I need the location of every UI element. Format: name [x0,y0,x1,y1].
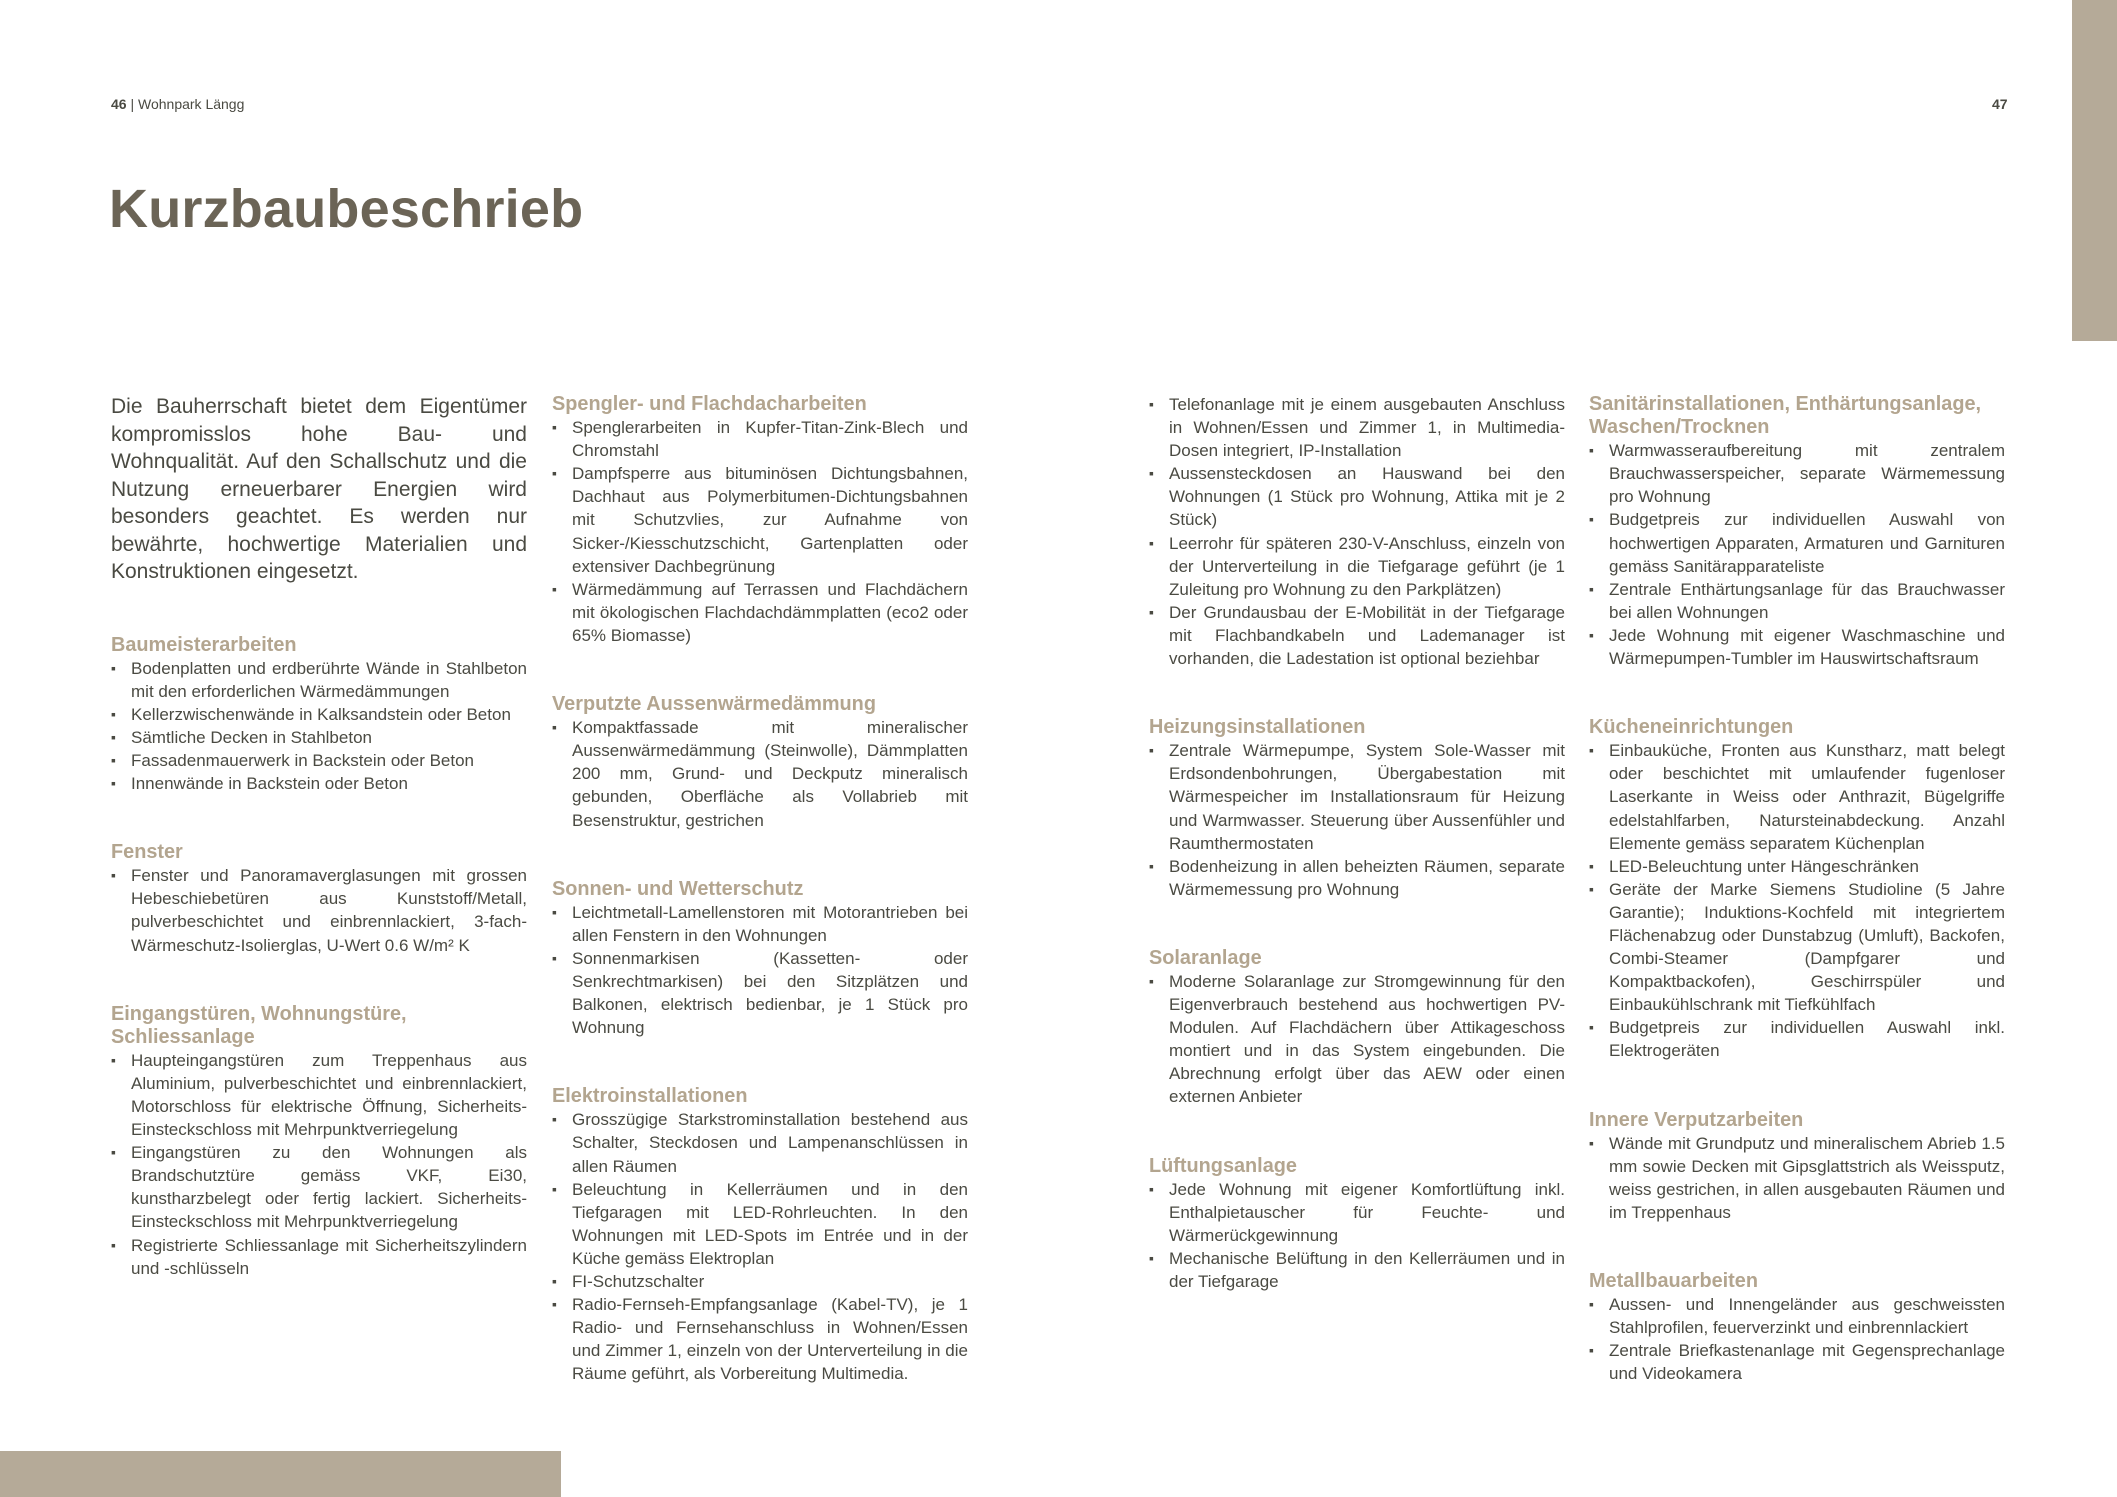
bottom-color-bar [0,1451,561,1497]
list-item: ▪ Bodenheizung in allen beheizten Räumen, separate Wärmemessung pro Wohnung [1149,855,1565,901]
bullet-list [111,864,527,956]
publication-title: Wohnpark Längg [138,96,245,112]
list-item: ▪ Innenwände in Backstein oder Beton [111,772,527,795]
section-heading: Sanitärinstallationen, Enthärtungsanlage, Waschen/Trocknen [1589,393,1982,439]
list-item: ▪ Sonnenmarkisen (Kassetten- oder Senkrechtmarkisen) bei den Sitzplätzen und Balkonen, elektrisch bedienbar, je 1 Stück pro Wohnung [552,947,968,1039]
section-heading: Fenster [111,841,183,864]
list-item: ▪ Geräte der Marke Siemens Studioline (5 Jahre Garantie); Induktions-Kochfeld mit integriertem Flächenabzug oder Dunstabzug (Umluft), Backofen, Combi-Steamer (Dampfgarer und Kompaktbackofen), Geschirrspüler und Einbaukühlschrank mit Tiefkühlfach [1589,878,2005,1017]
bullet-list [1589,439,2005,670]
bullet-list [1589,739,2005,1062]
section-heading: Heizungsinstallationen [1149,716,1366,739]
section-elektroinstallationen [552,1085,968,1385]
list-item: ▪ Eingangstüren zu den Wohnungen als Brandschutztüre gemäss VKF, Ei30, kunstharzbelegt oder fertig lackiert. Sicherheits-Einsteckschloss mit Mehrpunktverriegelung [111,1141,527,1233]
list-item: ▪ Budgetpreis zur individuellen Auswahl von hochwertigen Apparaten, Armaturen und Garnituren gemäss Sanitärapparateliste [1589,508,2005,577]
section-verputzte-aussenwaermedaemmung [552,693,968,832]
section-heading: Verputzte Aussenwärmedämmung [552,693,876,716]
section-heading: Lüftungsanlage [1149,1154,1297,1177]
section-heading: Eingangstüren, Wohnungstüre, Schliessanlage [111,1002,407,1048]
bullet-list [1149,1178,1565,1293]
section-sonnen-und-wetterschutz [552,878,968,1040]
section-heading: Elektroinstallationen [552,1085,748,1108]
section-heizungsinstallationen [1149,716,1565,901]
bullet-list [1149,739,1565,901]
left-page-header [111,96,244,112]
bullet-list [1589,1293,2005,1385]
list-item: ▪ Beleuchtung in Kellerräumen und in den Tiefgaragen mit LED-Rohrleuchten. In den Wohnungen mit LED-Spots im Entrée und in der Küche gemäss Elektroplan [552,1178,968,1270]
left-page-number: 46 [111,96,127,112]
list-item: ▪ Einbauküche, Fronten aus Kunstharz, matt belegt oder beschichtet mit umlaufender fugenloser Laserkante in Weiss oder Anthrazit, Bügelgriffe edelstahlfarben, Natursteinabdeckung. Anzahl Elemente gemäss separatem Küchenplan [1589,739,2005,854]
section-metallbauarbeiten [1589,1270,2005,1385]
section-lueftungsanlage [1149,1155,1565,1294]
list-item: ▪ Budgetpreis zur individuellen Auswahl inkl. Elektrogeräten [1589,1016,2005,1062]
list-item: ▪ Zentrale Enthärtungsanlage für das Brauchwasser bei allen Wohnungen [1589,578,2005,624]
list-item: ▪ Spenglerarbeiten in Kupfer-Titan-Zink-Blech und Chromstahl [552,416,968,462]
section-innere-verputzarbeiten [1589,1109,2005,1224]
intro-paragraph: Die Bauherrschaft bietet dem Eigentümer kompromisslos hohe Bau- und Wohnqualität. Auf den Schallschutz und die Nutzung erneuerbarer Energien wird besonders geachtet. Es werden nur bewährte, hochwertige Materialien und Konstruktionen eingesetzt. [111,395,527,583]
section-fenster [111,841,527,956]
list-item: ▪ LED-Beleuchtung unter Hängeschränken [1589,855,2005,878]
list-item: ▪ Haupteingangstüren zum Treppenhaus aus Aluminium, pulverbeschichtet und einbrennlackiert, Motorschloss für elektrische Öffnung, Sicherheits-Einsteckschloss mit Mehrpunktverriegelung [111,1049,527,1141]
section-heading: Baumeisterarbeiten [111,633,297,656]
list-item: ▪ Fenster und Panoramaverglasungen mit grossen Hebeschiebetüren aus Kunststoff/Metall, pulverbeschichtet und einbrennlackiert, 3-fach-Wärmeschutz-Isolierglas, U-Wert 0.6 W/m² K [111,864,527,956]
list-item: ▪ Telefonanlage mit je einem ausgebauten Anschluss in Wohnen/Essen und Zimmer 1, in Multimedia-Dosen integriert, IP-Installation [1149,393,1565,462]
bullet-list [552,901,968,1040]
bullet-list [552,1108,968,1385]
list-item: ▪ Radio-Fernseh-Empfangsanlage (Kabel-TV), je 1 Radio- und Fernsehanschluss in Wohnen/Essen und Zimmer 1, einzeln von der Unterverteilung in die Räume geführt, als Vorbereitung Multimedia. [552,1293,968,1385]
list-item: ▪ Grosszügige Starkstrominstallation bestehend aus Schalter, Steckdosen und Lampenanschlüssen in allen Räumen [552,1108,968,1177]
list-item: ▪ Aussen- und Innengeländer aus geschweissten Stahlprofilen, feuerverzinkt und einbrennlackiert [1589,1293,2005,1339]
list-item: ▪ Aussensteckdosen an Hauswand bei den Wohnungen (1 Stück pro Wohnung, Attika mit je 2 Stück) [1149,462,1565,531]
section-heading: Innere Verputzarbeiten [1589,1108,1804,1131]
list-item: ▪ Kellerzwischenwände in Kalksandstein oder Beton [111,703,527,726]
list-item: ▪ Zentrale Briefkastenanlage mit Gegensprechanlage und Videokamera [1589,1339,2005,1385]
page-title: Kurzbaubeschrieb [109,179,584,239]
bullet-list [552,416,968,647]
section-baumeisterarbeiten [111,634,527,796]
header-separator: | [126,96,138,112]
bullet-list [552,716,968,831]
section-heading: Metallbauarbeiten [1589,1270,1758,1292]
bullet-list [1149,393,1565,670]
section-heading: Sonnen- und Wetterschutz [552,877,804,900]
list-item: ▪ Leichtmetall-Lamellenstoren mit Motorantrieben bei allen Fenstern in den Wohnungen [552,901,968,947]
list-item: ▪ Mechanische Belüftung in den Kellerräumen und in der Tiefgarage [1149,1247,1565,1293]
list-item: ▪ Wände mit Grundputz und mineralischem Abrieb 1.5 mm sowie Decken mit Gipsglattstrich als Weissputz, weiss gestrichen, in allen ausgebauten Räumen und im Treppenhaus [1589,1132,2005,1224]
list-item: ▪ Dampfsperre aus bituminösen Dichtungsbahnen, Dachhaut aus Polymerbitumen-Dichtungsbahnen mit Schutzvlies, zur Aufnahme von Sicker-/Kiesschutzschicht, Gartenplatten oder extensiver Dachbegrünung [552,462,968,577]
list-item: ▪ Jede Wohnung mit eigener Waschmaschine und Wärmepumpen-Tumbler im Hauswirtschaftsraum [1589,624,2005,670]
list-item: ▪ Sämtliche Decken in Stahlbeton [111,726,527,749]
section-eingangstueren-wohnungstuere-schliessanlage [111,1003,527,1280]
section-spengler-und-flachdacharbeiten [552,393,968,647]
text-column-2 [552,393,968,1431]
list-item: ▪ Warmwasseraufbereitung mit zentralem Brauchwasserspeicher, separate Wärmemessung pro Wohnung [1589,439,2005,508]
list-item: ▪ Jede Wohnung mit eigener Komfortlüftung inkl. Enthalpietauscher für Feuchte- und Wärmerückgewinnung [1149,1178,1565,1247]
text-column-3 [1149,393,1565,1339]
section-kuecheneinrichtungen [1589,716,2005,1062]
list-item: ▪ Bodenplatten und erdberührte Wände in Stahlbeton mit den erforderlichen Wärmedämmungen [111,657,527,703]
list-item: ▪ Kompaktfassade mit mineralischer Aussenwärmedämmung (Steinwolle), Dämmplatten 200 mm, Grund- und Deckputz mineralisch gebunden, Oberfläche als Vollabrieb mit Besenstruktur, gestrichen [552,716,968,831]
bullet-list [1589,1132,2005,1224]
text-column-4 [1589,393,2005,1431]
right-page-number: 47 [1992,96,2008,112]
list-item: ▪ Registrierte Schliessanlage mit Sicherheitszylindern und -schlüsseln [111,1234,527,1280]
bullet-list [1149,970,1565,1109]
section-heading: Spengler- und Flachdacharbeiten [552,393,867,415]
list-item: ▪ Leerrohr für späteren 230-V-Anschluss, einzeln von der Unterverteilung in die Tiefgarage geführt (je 1 Zuleitung pro Wohnung zu den Parkplätzen) [1149,532,1565,601]
section-heading: Solaranlage [1149,946,1262,969]
bullet-list [111,657,527,796]
list-item: ▪ FI-Schutzschalter [552,1270,968,1293]
section-continued [1149,393,1565,670]
section-heading: Kücheneinrichtungen [1589,716,1794,739]
list-item: ▪ Fassadenmauerwerk in Backstein oder Beton [111,749,527,772]
bullet-list [111,1049,527,1280]
side-color-tab [2072,0,2117,341]
list-item: ▪ Moderne Solaranlage zur Stromgewinnung für den Eigenverbrauch bestehend aus hochwertigen PV-Modulen. Auf Flachdächern über Attikageschoss montiert und in das System eingebunden. Die Abrechnung erfolgt über das AEW oder einen externen Anbieter [1149,970,1565,1109]
text-column-1 [111,393,527,1326]
list-item: ▪ Zentrale Wärmepumpe, System Sole-Wasser mit Erdsondenbohrungen, Übergabestation mit Wärmespeicher im Installationsraum für Heizung und Warmwasser. Steuerung über Aussenfühler und Raumthermostaten [1149,739,1565,854]
section-solaranlage [1149,947,1565,1109]
section-sanitaerinstallationen-enthaertungsanlage-waschen-trocknen [1589,393,2005,670]
list-item: ▪ Der Grundausbau der E-Mobilität in der Tiefgarage mit Flachbandkabeln und Lademanager ist vorhanden, die Ladestation ist optional beziehbar [1149,601,1565,670]
list-item: ▪ Wärmedämmung auf Terrassen und Flachdächern mit ökologischen Flachdachdämmplatten (eco2 oder 65% Biomasse) [552,578,968,647]
